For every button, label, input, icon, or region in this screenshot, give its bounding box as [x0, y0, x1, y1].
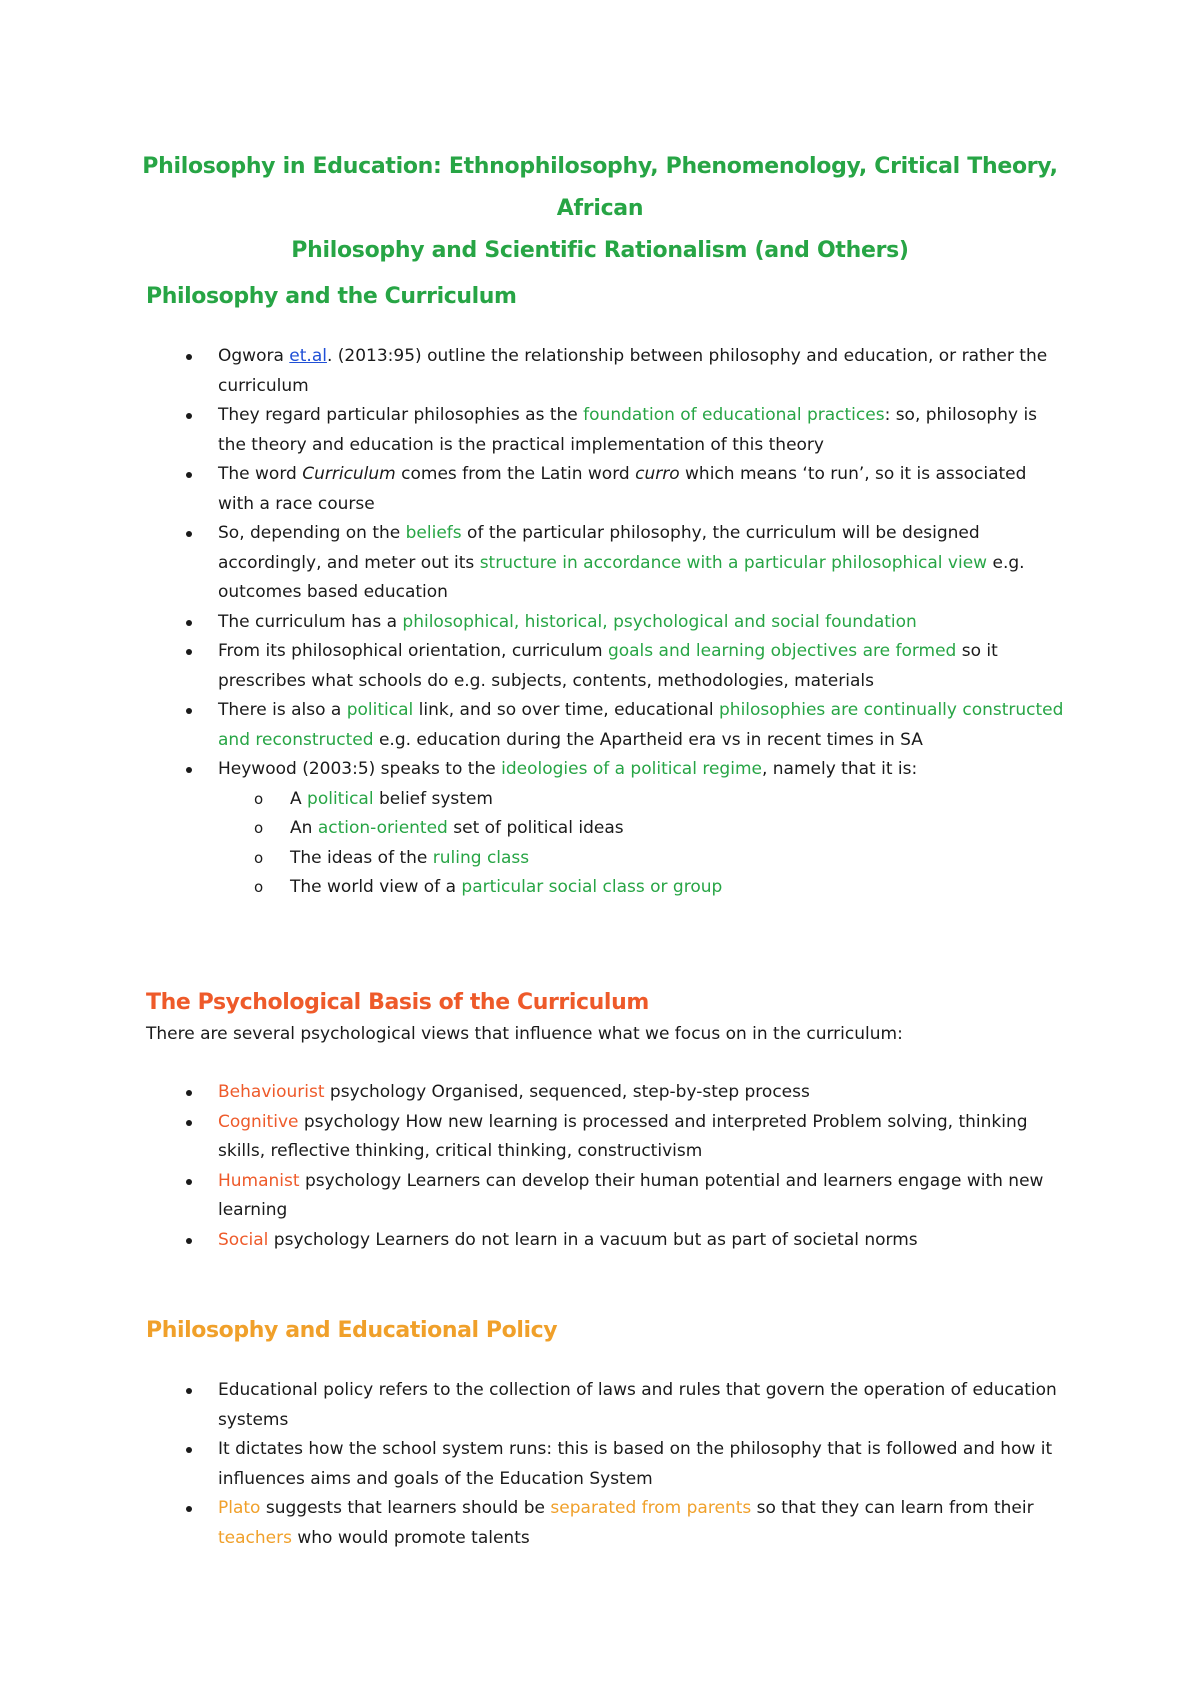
list-item: They regard particular philosophies as the foundation of educational practices: so, philosophy is the theory and education is the practical implementation of this theory — [146, 401, 1066, 460]
list-item: Humanist psychology Learners can develop their human potential and learners engage with new learning — [146, 1167, 1066, 1226]
list-item: So, depending on the beliefs of the particular philosophy, the curriculum will be designed accordingly, and meter out its structure in accordance with a particular philosophical view e.g. outcomes based education — [146, 519, 1066, 608]
curriculum-bullet-list — [146, 342, 1066, 903]
sub-list-item: o An action-oriented set of political ideas — [218, 814, 1066, 844]
list-item: The curriculum has a philosophical, historical, psychological and social foundation — [146, 608, 1066, 638]
section-heading-curriculum: Philosophy and the Curriculum — [146, 284, 517, 309]
title-line-2: Philosophy and Scientific Rationalism (and Others) — [291, 238, 909, 263]
psychological-intro: There are several psychological views that influence what we focus on in the curriculum: — [146, 1024, 903, 1044]
list-item: Behaviourist psychology Organised, sequenced, step-by-step process — [146, 1078, 1066, 1108]
section-heading-policy: Philosophy and Educational Policy — [146, 1318, 558, 1343]
et-al-link[interactable]: et.al — [289, 346, 327, 366]
sub-list-item: o The ideas of the ruling class — [218, 844, 1066, 874]
list-item: Heywood (2003:5) speaks to the ideologies of a political regime, namely that it is: o A political belief system o An action-oriented set of political ideas o The ideas of the ruling class o The world view of a particular social class or group — [146, 755, 1066, 903]
list-item: It dictates how the school system runs: this is based on the philosophy that is followed and how it influences aims and goals of the Education System — [146, 1435, 1066, 1494]
list-item: Educational policy refers to the collection of laws and rules that govern the operation of education systems — [146, 1376, 1066, 1435]
psychology-bullet-list — [146, 1078, 1066, 1255]
section-heading-psychological: The Psychological Basis of the Curriculum — [146, 990, 649, 1015]
list-item: There is also a political link, and so over time, educational philosophies are continually constructed and reconstructed e.g. education during the Apartheid era vs in recent times in SA — [146, 696, 1066, 755]
list-item: Plato suggests that learners should be separated from parents so that they can learn from their teachers who would promote talents — [146, 1494, 1066, 1553]
sub-list-item: o The world view of a particular social class or group — [218, 873, 1066, 903]
ideology-sublist — [218, 785, 1066, 903]
sub-list-item: o A political belief system — [218, 785, 1066, 815]
list-item: From its philosophical orientation, curriculum goals and learning objectives are formed so it prescribes what schools do e.g. subjects, contents, methodologies, materials — [146, 637, 1066, 696]
title-line-1: Philosophy in Education: Ethnophilosophy, Phenomenology, Critical Theory, African — [142, 154, 1058, 221]
policy-bullet-list — [146, 1376, 1066, 1553]
list-item: The word Curriculum comes from the Latin word curro which means ‘to run’, so it is associated with a race course — [146, 460, 1066, 519]
document-title — [120, 146, 1080, 272]
list-item: Social psychology Learners do not learn in a vacuum but as part of societal norms — [146, 1226, 1066, 1256]
list-item: Cognitive psychology How new learning is processed and interpreted Problem solving, thinking skills, reflective thinking, critical thinking, constructivism — [146, 1108, 1066, 1167]
list-item: Ogwora et.al. (2013:95) outline the relationship between philosophy and education, or rather the curriculum — [146, 342, 1066, 401]
